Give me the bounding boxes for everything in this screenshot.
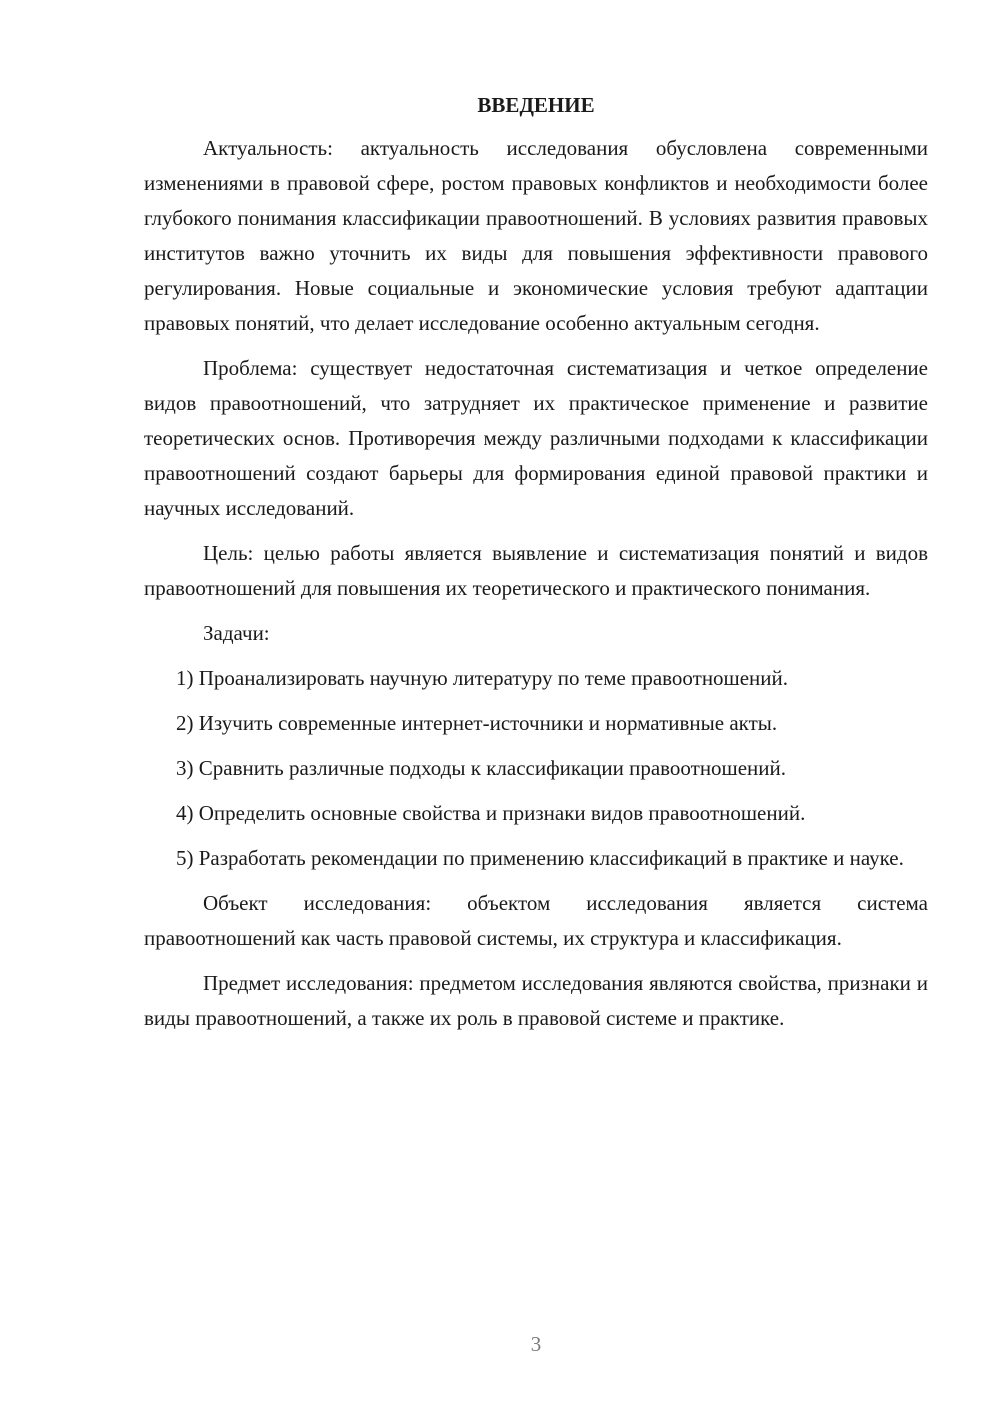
task-item-3: 3) Сравнить различные подходы к классификации правоотношений. bbox=[176, 756, 787, 780]
task-item-2: 2) Изучить современные интернет-источники и нормативные акты. bbox=[176, 711, 778, 735]
tasks-label: Задачи: bbox=[203, 621, 270, 645]
relevance-paragraph: Актуальность: актуальность исследования обусловлена современными изменениями в правовой сфере, ростом правовых конфликтов и необходимости более глубокого понимания классификации правоотношений. В условиях развития правовых институтов важно уточнить их виды для повышения эффективности правового регулирования. Новые социальные и экономические условия требуют адаптации правовых понятий, что делает исследование особенно актуальным сегодня. bbox=[144, 136, 928, 335]
goal-paragraph: Цель: целью работы является выявление и систематизация понятий и видов правоотношений для повышения их теоретического и практического понимания. bbox=[144, 541, 928, 600]
problem-paragraph: Проблема: существует недостаточная систематизация и четкое определение видов правоотношений, что затрудняет их практическое применение и развитие теоретических основ. Противоречия между различными подходами к классификации правоотношений создают барьеры для формирования единой правовой практики и научных исследований. bbox=[144, 356, 928, 520]
subject-paragraph: Предмет исследования: предметом исследования являются свойства, признаки и виды правоотношений, а также их роль в правовой системе и практике. bbox=[144, 971, 928, 1030]
task-item-4: 4) Определить основные свойства и признаки видов правоотношений. bbox=[176, 801, 806, 825]
section-title: ВВЕДЕНИЕ bbox=[477, 93, 595, 117]
task-item-1: 1) Проанализировать научную литературу по теме правоотношений. bbox=[176, 666, 789, 690]
task-item-5: 5) Разработать рекомендации по применению классификаций в практике и науке. bbox=[176, 846, 904, 870]
object-paragraph: Объект исследования: объектом исследования является система правоотношений как часть правовой системы, их структура и классификация. bbox=[144, 891, 928, 950]
page-number: 3 bbox=[530, 1332, 542, 1356]
document-page bbox=[144, 88, 928, 1046]
